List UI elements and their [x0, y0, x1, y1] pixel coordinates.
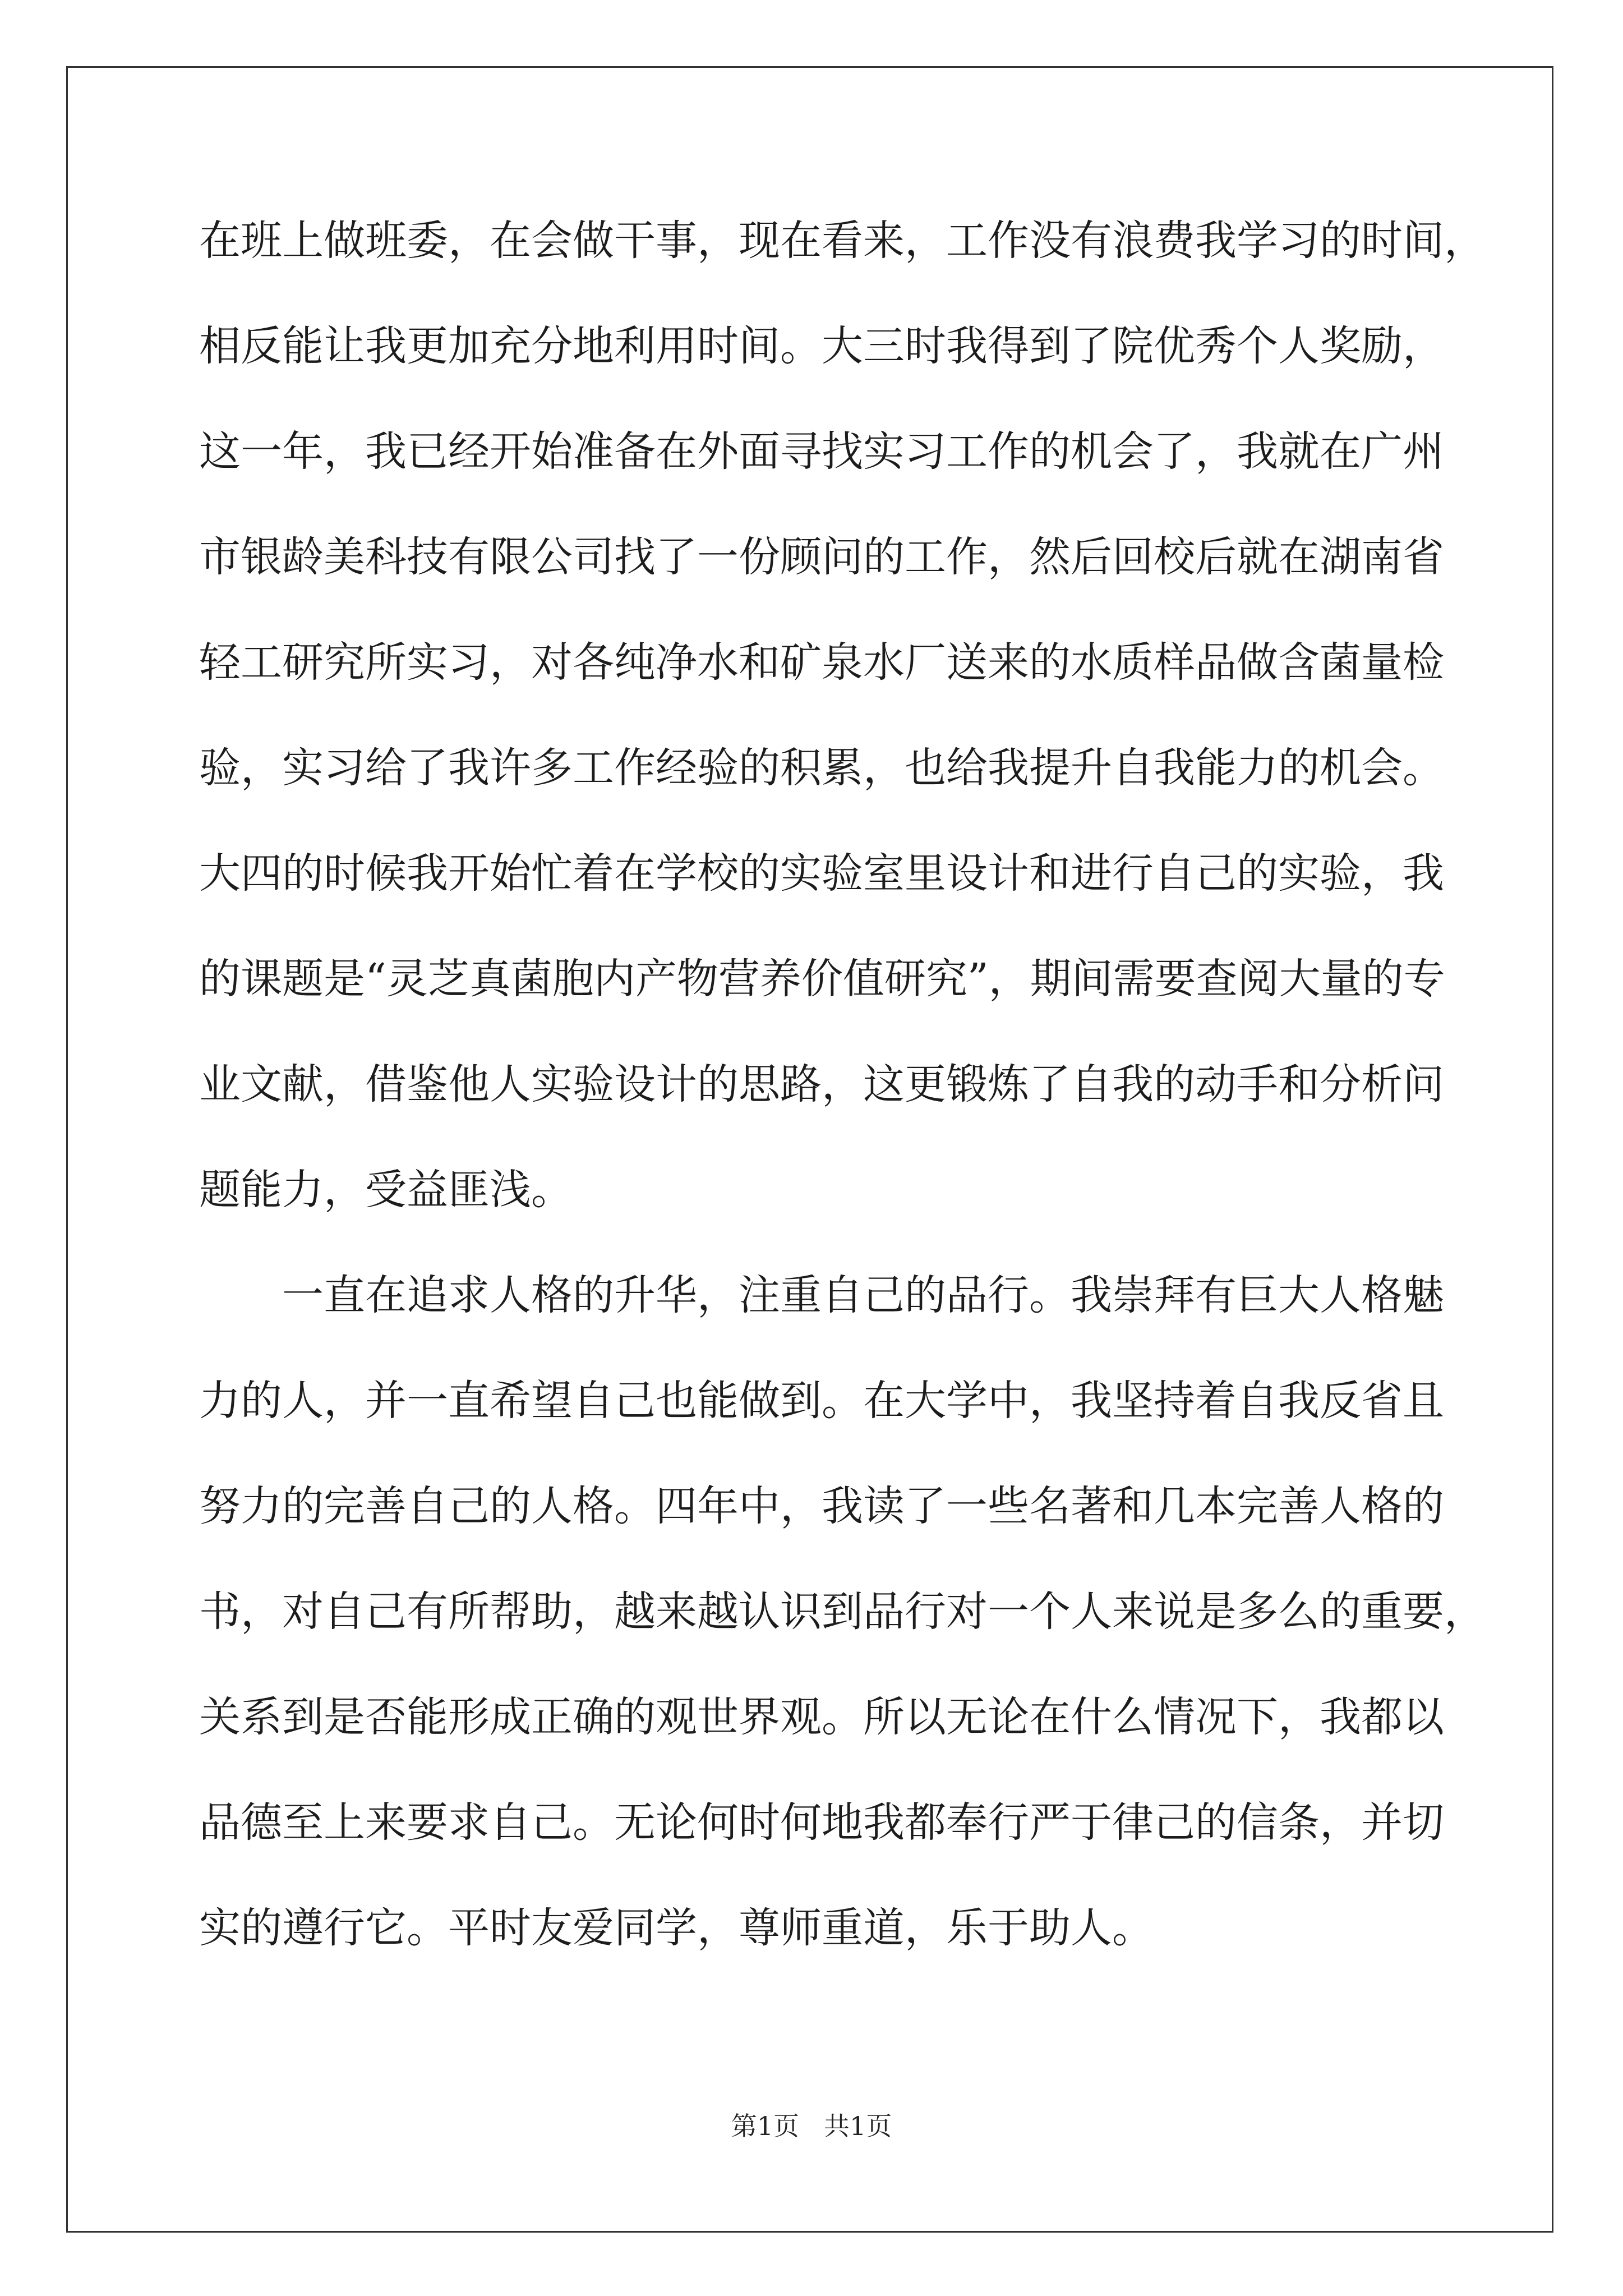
paragraph-1-line-2: 相反能让我更加充分地利用时间。大三时我得到了院优秀个人奖励，: [199, 322, 1444, 370]
paragraph-1-line-10: 题能力，受益匪浅。: [199, 1166, 573, 1214]
paragraph-2-line-4: 书，对自己有所帮助，越来越认识到品行对一个人来说是多么的重要，: [199, 1588, 1486, 1636]
paragraph-1-line-5: 轻工研究所实习，对各纯净水和矿泉水厂送来的水质样品做含菌量检: [199, 638, 1444, 687]
page-footer: [0, 2109, 1623, 2143]
paragraph-1-line-1: 在班上做班委，在会做干事，现在看来，工作没有浪费我学习的时间，: [199, 217, 1486, 265]
paragraph-1-line-3: 这一年，我已经开始准备在外面寻找实习工作的机会了，我就在广州: [199, 427, 1444, 476]
document-body: [199, 188, 1486, 1981]
paragraph-2-line-3: 努力的完善自己的人格。四年中，我读了一些名著和几本完善人格的: [199, 1482, 1444, 1530]
paragraph-1-line-4: 市银龄美科技有限公司找了一份顾问的工作，然后回校后就在湖南省: [199, 533, 1444, 581]
paragraph-2-line-2: 力的人，并一直希望自己也能做到。在大学中，我坚持着自我反省且: [199, 1377, 1444, 1425]
paragraph-1-line-7: 大四的时候我开始忙着在学校的实验室里设计和进行自己的实验，我: [199, 849, 1444, 898]
paragraph-2-line-5: 关系到是否能形成正确的观世界观。所以无论在什么情况下，我都以: [199, 1693, 1444, 1741]
page-total: 共1页: [823, 2111, 892, 2141]
paragraph-2-line-6: 品德至上来要求自己。无论何时何地我都奉行严于律己的信条，并切: [199, 1798, 1444, 1847]
paragraph-2-line-1: 一直在追求人格的升华，注重自己的品行。我崇拜有巨大人格魅: [282, 1271, 1444, 1319]
paragraph-1-line-6: 验，实习给了我许多工作经验的积累，也给我提升自我能力的机会。: [199, 744, 1444, 792]
paragraph-2-line-7: 实的遵行它。平时友爱同学，尊师重道，乐于助人。: [199, 1904, 1154, 1952]
paragraph-1-line-9: 业文献，借鉴他人实验设计的思路，这更锻炼了自我的动手和分析问: [199, 1060, 1444, 1108]
page-number: 第1页: [731, 2111, 800, 2141]
paragraph-1-line-8: 的课题是“灵芝真菌胞内产物营养价值研究”，期间需要查阅大量的专: [199, 955, 1445, 1003]
